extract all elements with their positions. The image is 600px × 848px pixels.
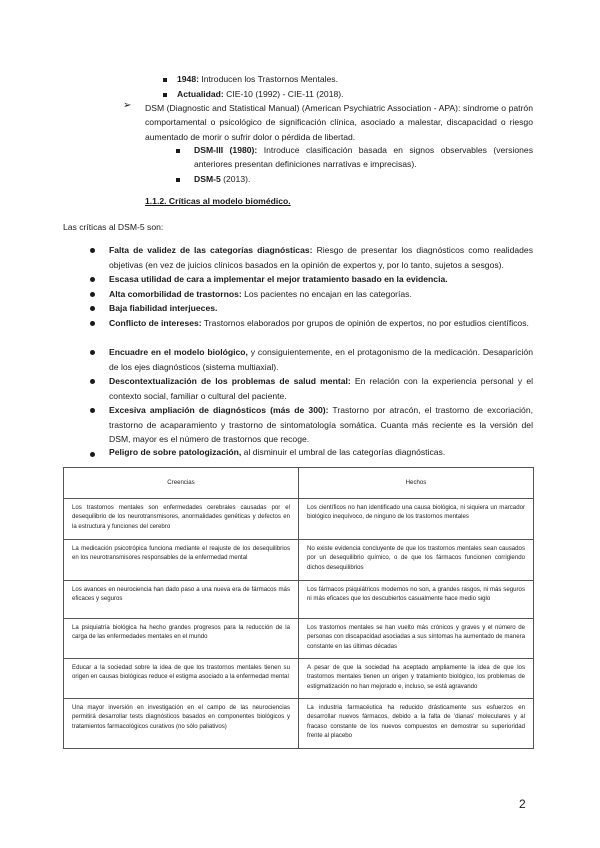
list-item (109, 272, 533, 287)
table-row (64, 699, 534, 749)
bullet-icon (90, 277, 95, 282)
table-row (64, 619, 534, 659)
item-text: En relación con la experiencia personal y el contexto social, familiar o cultural del paciente. (109, 376, 534, 401)
item-bold: Baja fiabilidad interjueces. (109, 303, 218, 313)
table-cell: Los trastornos mentales son enfermedades cerebrales causadas por el desequilibrio de los neurotransmisores, anormalidades genéticas y defectos en la estructura y funciones del cerebro (64, 499, 299, 540)
arrow-bullet-icon: ➢ (123, 100, 132, 111)
list-item (109, 345, 533, 374)
list-item (109, 316, 533, 331)
beliefs-facts-table (63, 467, 534, 749)
bullet-icon (90, 292, 95, 297)
column-header-beliefs: Creencias (64, 468, 299, 499)
bullet-icon (90, 408, 95, 413)
bullet-icon (90, 350, 95, 355)
list-item (109, 403, 533, 447)
table-cell: No existe evidencia concluyente de que los trastornos mentales sean causados por un desequilibrio químico, o de que los fármacos funcionen corrigiendo dichos desequilibrios (299, 540, 534, 581)
square-bullet-icon (163, 78, 167, 82)
section-heading: 1.1.2. Críticas al modelo biomédico. (145, 196, 291, 206)
item-text: Trastornos elaborados por grupos de opinión de expertos, no por estudios científicos. (201, 318, 529, 328)
dsm-paragraph: DSM (Diagnostic and Statistical Manual) (American Psychiatric Association - APA): síndrome o patrón comportamental o psicológico de significación clínica, asociado a malestar, discapacidad o riesgo aumentado de morir o sufrir dolor o pérdida de libertad. (145, 103, 533, 142)
item-bold: Encuadre en el modelo biológico, (109, 347, 248, 357)
table-cell: Una mayor inversión en investigación en el campo de las neurociencias permitirá desarrollar tests diagnósticos basados en componentes biológicos y tratamientos farmacológicos curativos (no sólo paliativos) (64, 699, 299, 749)
page-number: 2 (519, 797, 526, 811)
item-text: y consiguientemente, en el protagonismo de la medicación. Desaparición de los ejes diagnósticos (sistema multiaxial). (109, 347, 533, 372)
table-cell: Los trastornos mentales se han vuelto más crónicos y graves y el número de personas con discapacidad asociadas a sus síntomas ha aumentado de manera constante en las últimas décadas (299, 619, 534, 659)
bullet-icon (90, 321, 95, 326)
bullet-icon (90, 379, 95, 384)
table-cell: Educar a la sociedad sobre la idea de que los trastornos mentales tienen su origen en causas biológicas reduce el estigma asociado a la enfermedad mental (64, 659, 299, 699)
square-bullet-icon (176, 149, 180, 153)
table-row (64, 499, 534, 540)
list-item (194, 172, 250, 186)
bullet-icon (90, 306, 95, 311)
item-text: Introduce clasificación basada en signos observables (versiones anteriores presentan definiciones narrativas e imprecisas). (194, 145, 534, 169)
item-text: Riesgo de presentar los diagnósticos como realidades objetivas (en vez de juicios clínicos basados en la opinión de expertos y, por lo tanto, sujetos a sesgos). (109, 245, 533, 270)
item-bold: 1948: (177, 74, 199, 84)
table-cell: Los científicos no han identificado una causa biológica, ni siquiera un marcador biológico inequívoco, de ninguno de los trastornos mentales (299, 499, 534, 540)
table-cell: Los fármacos psiquiátricos modernos no son, a grandes rasgos, ni más seguros ni más eficaces que los descubiertos casualmente hace medio siglo (299, 581, 534, 619)
list-item (194, 143, 533, 171)
item-bold: DSM-5 (194, 174, 221, 184)
table-cell: La medicación psicotrópica funciona mediante el reajuste de los desequilibrios en los neurotransmisores responsables de la enfermedad mental (64, 540, 299, 581)
list-item (109, 287, 533, 302)
item-bold: Conflicto de intereses: (109, 318, 202, 328)
square-bullet-icon (163, 93, 167, 97)
table-row (64, 581, 534, 619)
item-text: CIE-10 (1992) - CIE-11 (2018). (223, 89, 344, 99)
list-item (163, 72, 338, 86)
column-header-facts: Hechos (299, 468, 534, 499)
intro-text: Las críticas al DSM-5 son: (63, 222, 164, 232)
item-text: Trastorno por atracón, el trastorno de excoriación, trastorno de acaparamiento y trastorno de sintomatología somática. Cuanta más reciente es la versión del DSM, mayor es el número de trastornos que recoge. (109, 405, 533, 445)
list-item (163, 87, 344, 101)
table-cell: La psiquiatría biológica ha hecho grandes progresos para la reducción de la carga de las enfermedades mentales en el mundo (64, 619, 299, 659)
item-text: (2013). (220, 174, 251, 184)
item-text: al disminuir el umbral de las categorías diagnósticas. (241, 447, 446, 457)
bullet-icon (90, 248, 95, 253)
item-bold: Descontextualización de los problemas de salud mental: (109, 376, 351, 386)
table-row (64, 540, 534, 581)
item-bold: Alta comorbilidad de trastornos: (109, 289, 242, 299)
item-bold: Falta de validez de las categorías diagnósticas: (109, 245, 313, 255)
table-cell: La industria farmacéutica ha reducido drásticamente sus esfuerzos en desarrollar nuevos fármacos, debido a la falta de 'dianas' moleculares y al fracaso constante de los nuevos compuestos en demostrar su superioridad frente al placebo (299, 699, 534, 749)
bullet-icon (90, 452, 95, 457)
table-header-row (64, 468, 534, 499)
table-cell: A pesar de que la sociedad ha aceptado ampliamente la idea de que los trastornos mentales tienen un origen y tratamiento biológico, los problemas de estigmatización no han mejorado e, incluso, se está agravando (299, 659, 534, 699)
item-bold: Excesiva ampliación de diagnósticos (más de 300): (109, 405, 329, 415)
item-bold: DSM-III (1980): (194, 145, 258, 155)
list-item (109, 374, 533, 403)
list-item (109, 243, 533, 272)
list-item (109, 445, 533, 460)
list-item (109, 301, 533, 316)
item-bold: Actualidad: (177, 89, 224, 99)
item-bold: Peligro de sobre patologización, (109, 447, 242, 457)
square-bullet-icon (176, 178, 180, 182)
item-text: Introducen los Trastornos Mentales. (198, 74, 338, 84)
item-bold: Escasa utilidad de cara a implementar el mejor tratamiento basado en la evidencia. (109, 274, 448, 284)
table-cell: Los avances en neurociencia han dado paso a una nueva era de fármacos más eficaces y seguros (64, 581, 299, 619)
table-row (64, 659, 534, 699)
item-text: Los pacientes no encajan en las categorías. (241, 289, 412, 299)
